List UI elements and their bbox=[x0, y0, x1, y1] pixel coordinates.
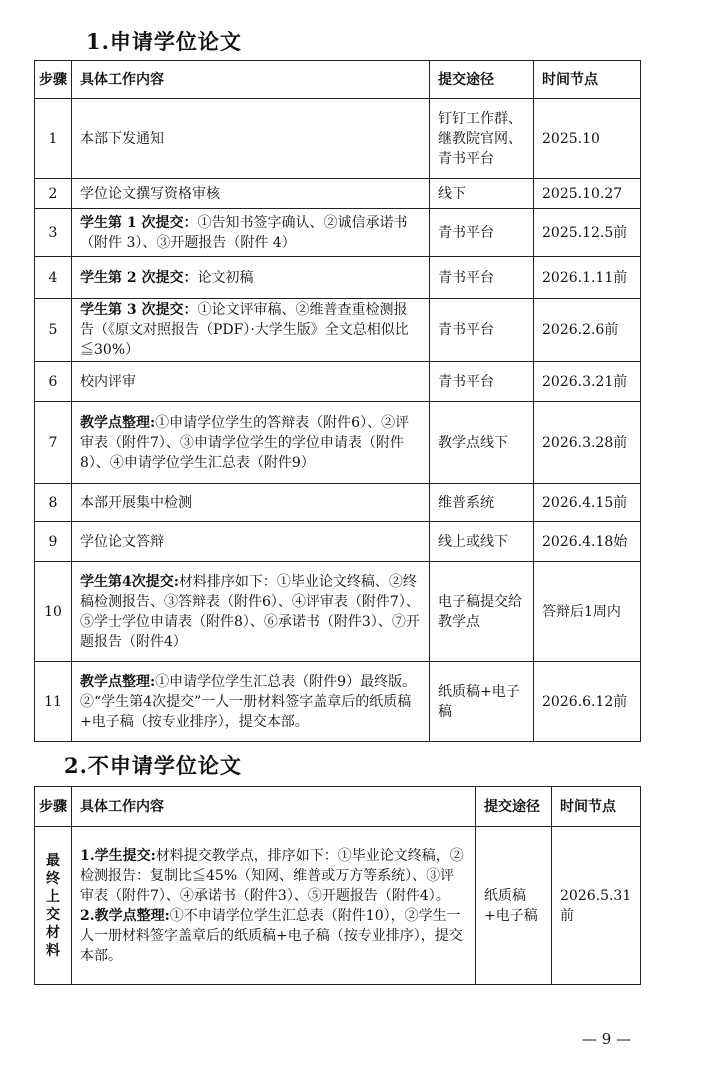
content-cell bbox=[72, 99, 430, 179]
time-cell: 2025.10 bbox=[534, 99, 641, 179]
step-cell: 1 bbox=[35, 99, 72, 179]
content-text: 材料排序如下：①毕业论文终稿、②终稿检测报告、③答辩表（附件6）、④评审表（附件7）、⑤学士学位申请表（附件8）、⑥承诺书（附件3）、⑦开题报告（附件4） bbox=[80, 573, 420, 650]
step-cell: 8 bbox=[35, 484, 72, 522]
table-row bbox=[35, 179, 641, 209]
content-bold: 学生第 1 次提交： bbox=[80, 214, 198, 231]
method-cell: 青书平台 bbox=[430, 362, 534, 402]
step-cell: 11 bbox=[35, 662, 72, 742]
content-text: ①申请学位学生的答辩表（附件6）、②评审表（附件7）、③申请学位学生的学位申请表（附件8）、④申请学位学生汇总表（附件9） bbox=[80, 414, 410, 471]
table-row bbox=[35, 257, 641, 299]
method-cell: 维普系统 bbox=[430, 484, 534, 522]
content-cell bbox=[72, 402, 430, 484]
time-cell: 2026.4.15前 bbox=[534, 484, 641, 522]
step-cell: 10 bbox=[35, 562, 72, 662]
item2-bold: 2.教学点整理: bbox=[80, 907, 170, 924]
step-cell: 3 bbox=[35, 209, 72, 257]
time-cell: 2026.4.18始 bbox=[534, 522, 641, 562]
method-cell: 线下 bbox=[430, 179, 534, 209]
step-vertical-label: 最 终 上 交 材 料 bbox=[46, 852, 60, 959]
table-row bbox=[35, 209, 641, 257]
time-cell: 答辩后1周内 bbox=[534, 562, 641, 662]
content-text: 校内评审 bbox=[80, 373, 136, 390]
method-cell: 教学点线下 bbox=[430, 402, 534, 484]
content-text: 本部下发通知 bbox=[80, 130, 164, 147]
content-cell bbox=[72, 522, 430, 562]
method-cell: 纸质稿+电子稿 bbox=[430, 662, 534, 742]
content-bold: 学生第4次提交: bbox=[80, 573, 179, 590]
content-cell bbox=[72, 209, 430, 257]
content-text: 学位论文撰写资格审核 bbox=[80, 185, 220, 202]
table-row bbox=[35, 662, 641, 742]
step-cell: 9 bbox=[35, 522, 72, 562]
content-cell bbox=[72, 179, 430, 209]
time-cell: 2025.12.5前 bbox=[534, 209, 641, 257]
section1-title: 1.申请学位论文 bbox=[86, 29, 242, 54]
method-cell: 钉钉工作群、继教院官网、青书平台 bbox=[430, 99, 534, 179]
section2-title: 2.不申请学位论文 bbox=[64, 753, 242, 778]
content-cell bbox=[72, 562, 430, 662]
time-cell: 2026.2.6前 bbox=[534, 299, 641, 362]
table-row bbox=[35, 299, 641, 362]
header-content: 具体工作内容 bbox=[72, 787, 476, 827]
header-method: 提交途径 bbox=[430, 61, 534, 99]
content-bold: 教学点整理: bbox=[80, 673, 156, 690]
method-cell: 青书平台 bbox=[430, 209, 534, 257]
time-cell: 2026.3.21前 bbox=[534, 362, 641, 402]
step-cell bbox=[35, 827, 72, 985]
content-text: ①申请学位学生汇总表（附件9）最终版。②“学生第4次提交”一人一册材料签字盖章后的纸质稿+电子稿（按专业排序），提交本部。 bbox=[80, 673, 417, 730]
page-number: — 9 — bbox=[582, 1030, 632, 1048]
content-text: ①告知书签字确认、②诚信承诺书（附件 3）、③开题报告（附件 4） bbox=[80, 214, 408, 251]
header-step: 步骤 bbox=[35, 61, 72, 99]
time-cell: 2026.3.28前 bbox=[534, 402, 641, 484]
content-cell bbox=[72, 662, 430, 742]
table-row bbox=[35, 99, 641, 179]
table-row bbox=[35, 562, 641, 662]
time-cell: 2026.6.12前 bbox=[534, 662, 641, 742]
table-row bbox=[35, 362, 641, 402]
content-cell bbox=[72, 299, 430, 362]
header-time: 时间节点 bbox=[552, 787, 641, 827]
table-row bbox=[35, 522, 641, 562]
apply-degree-table bbox=[34, 60, 641, 742]
table-row bbox=[35, 484, 641, 522]
method-cell: 纸质稿+电子稿 bbox=[476, 827, 552, 985]
item1-text: 材料提交教学点，排序如下：①毕业论文终稿，②检测报告：复制比≦45%（知网、维普或万方等系统）、③评审表（附件7）、④承诺书（附件3）、⑤开题报告（附件4）。 bbox=[80, 847, 464, 904]
content-text: ①论文评审稿、②维普查重检测报告（《原文对照报告（PDF）·大学生版》全文总相似比≦30%） bbox=[80, 302, 409, 358]
step-cell: 6 bbox=[35, 362, 72, 402]
content-bold: 教学点整理: bbox=[80, 414, 156, 431]
content-text: 学位论文答辩 bbox=[80, 533, 164, 550]
step-cell: 4 bbox=[35, 257, 72, 299]
method-cell: 青书平台 bbox=[430, 257, 534, 299]
step-cell: 7 bbox=[35, 402, 72, 484]
content-cell bbox=[72, 362, 430, 402]
time-cell: 2025.10.27 bbox=[534, 179, 641, 209]
item1-bold: 1.学生提交: bbox=[80, 847, 156, 864]
header-step: 步骤 bbox=[35, 787, 72, 827]
method-cell: 电子稿提交给教学点 bbox=[430, 562, 534, 662]
header-time: 时间节点 bbox=[534, 61, 641, 99]
item2-text: ①不申请学位学生汇总表（附件10），②学生一人一册材料签字盖章后的纸质稿+电子稿（按专业排序），提交本部。 bbox=[80, 907, 463, 964]
step-cell: 5 bbox=[35, 299, 72, 362]
content-bold: 学生第 2 次提交： bbox=[80, 269, 198, 286]
content-cell bbox=[72, 484, 430, 522]
content-bold: 学生第 3 次提交： bbox=[80, 302, 198, 318]
table-row bbox=[35, 827, 641, 985]
time-cell: 2026.1.11前 bbox=[534, 257, 641, 299]
content-text: 论文初稿 bbox=[197, 269, 254, 286]
method-cell: 青书平台 bbox=[430, 299, 534, 362]
content-text: 本部开展集中检测 bbox=[80, 494, 192, 511]
content-cell bbox=[72, 827, 476, 985]
content-cell bbox=[72, 257, 430, 299]
no-degree-table bbox=[34, 786, 641, 985]
time-cell: 2026.5.31前 bbox=[552, 827, 641, 985]
header-content: 具体工作内容 bbox=[72, 61, 430, 99]
table-row bbox=[35, 402, 641, 484]
step-cell: 2 bbox=[35, 179, 72, 209]
method-cell: 线上或线下 bbox=[430, 522, 534, 562]
header-method: 提交途径 bbox=[476, 787, 552, 827]
